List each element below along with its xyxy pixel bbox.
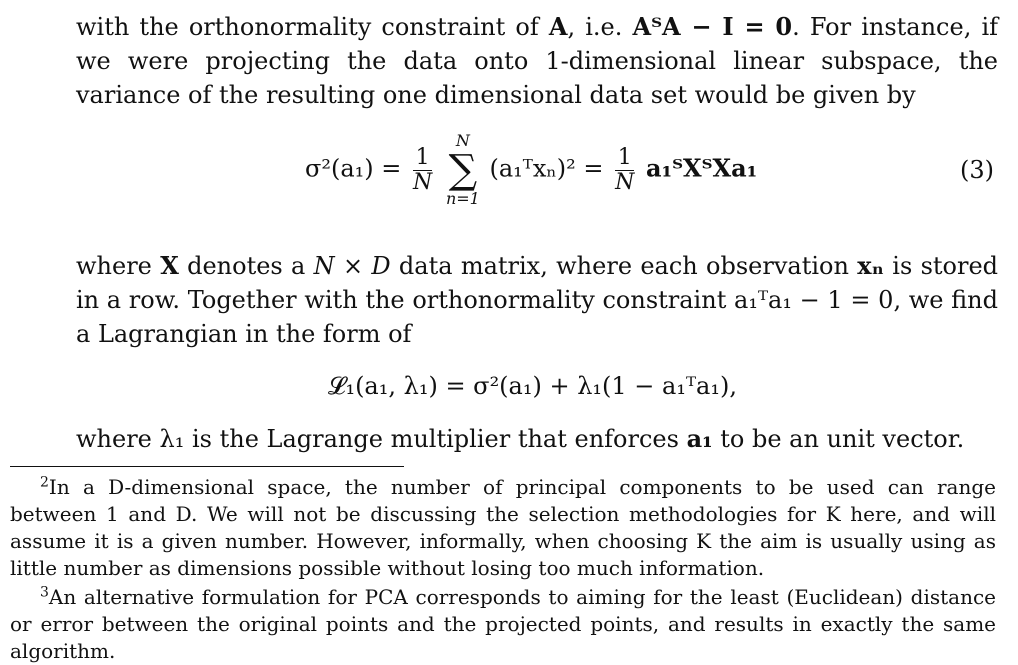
paragraph-data-matrix xyxy=(76,249,998,351)
equation-3 xyxy=(0,128,1018,224)
sigma-icon: ∑ xyxy=(448,147,478,193)
footnote-text: An alternative formulation for PCA corresponds to aiming for the least (Euclidean) distance or error between the original points and the projected points, and results in exactly the same algorithm. xyxy=(10,585,996,663)
footnote-text: In a D-dimensional space, the number of principal components to be used can range between 1 and D. We will not be discussing the selection methodologies for K here, and will assume it is a given number. However, informally, when choosing K the aim is usually using as little number as dimensions possible without losing too much information. xyxy=(10,475,996,580)
text-span: to be an unit vector. xyxy=(712,425,965,453)
matrix-dims: N × D xyxy=(313,252,391,280)
orthonormality-constraint: AᵀA − I = 0 xyxy=(632,12,793,41)
vector-a1: a₁ xyxy=(686,424,713,453)
sum-lower-limit: n=1 xyxy=(445,189,480,208)
fraction-denominator: N xyxy=(413,169,433,195)
footnote-mark: 2 xyxy=(40,474,49,491)
text-span: . For instance, if we were projecting the data onto 1-dimensional linear subspace, the variance of the resulting one dimensional data set would be given by xyxy=(76,13,998,109)
text-span: , i.e. xyxy=(567,13,633,41)
footnote-3 xyxy=(10,584,996,665)
summation xyxy=(446,132,480,208)
text-span: is stored in a row. Together with the orthonormality constraint xyxy=(76,252,999,314)
text-span: where xyxy=(76,252,161,280)
text-span: denotes a xyxy=(178,252,314,280)
paragraph-lagrange-multiplier xyxy=(76,422,998,456)
text-span: data matrix, where each observation xyxy=(390,252,858,280)
equation-lagrangian xyxy=(0,366,1018,406)
sum-upper-limit: N xyxy=(455,131,470,150)
footnote-2 xyxy=(10,474,996,582)
matrix-x: X xyxy=(160,251,179,280)
text-span: , we find a Lagrangian in the form of xyxy=(76,286,998,348)
eq3-fraction-1 xyxy=(413,146,432,195)
eq3-lhs: σ²(a₁) = xyxy=(305,154,402,183)
fraction-numerator: 1 xyxy=(617,144,632,170)
text-span: with the orthonormality constraint of xyxy=(76,13,549,41)
eq3-fraction-2 xyxy=(615,146,634,195)
unit-constraint: a₁ᵀa₁ − 1 = 0 xyxy=(734,286,894,314)
paragraph-intro xyxy=(76,10,998,112)
footnote-rule xyxy=(10,466,404,467)
eq3-rhs: a₁ᵀXᵀXa₁ xyxy=(646,153,758,183)
equation-number: (3) xyxy=(960,156,994,184)
lambda-symbol: λ₁ xyxy=(159,425,185,453)
equation-3-body xyxy=(305,132,757,208)
footnote-mark: 3 xyxy=(40,584,49,601)
text-span: where xyxy=(76,425,160,453)
fraction-denominator: N xyxy=(615,169,635,195)
eq3-sum-body: (a₁ᵀxₙ)² = xyxy=(489,154,604,183)
observation-xn: xₙ xyxy=(857,251,884,280)
matrix-a: A xyxy=(548,12,568,41)
fraction-numerator: 1 xyxy=(415,144,430,170)
lagrangian-expression: 𝓛₁(a₁, λ₁) = σ²(a₁) + λ₁(1 − a₁ᵀa₁), xyxy=(328,372,737,400)
text-span: is the Lagrange multiplier that enforces xyxy=(184,425,687,453)
